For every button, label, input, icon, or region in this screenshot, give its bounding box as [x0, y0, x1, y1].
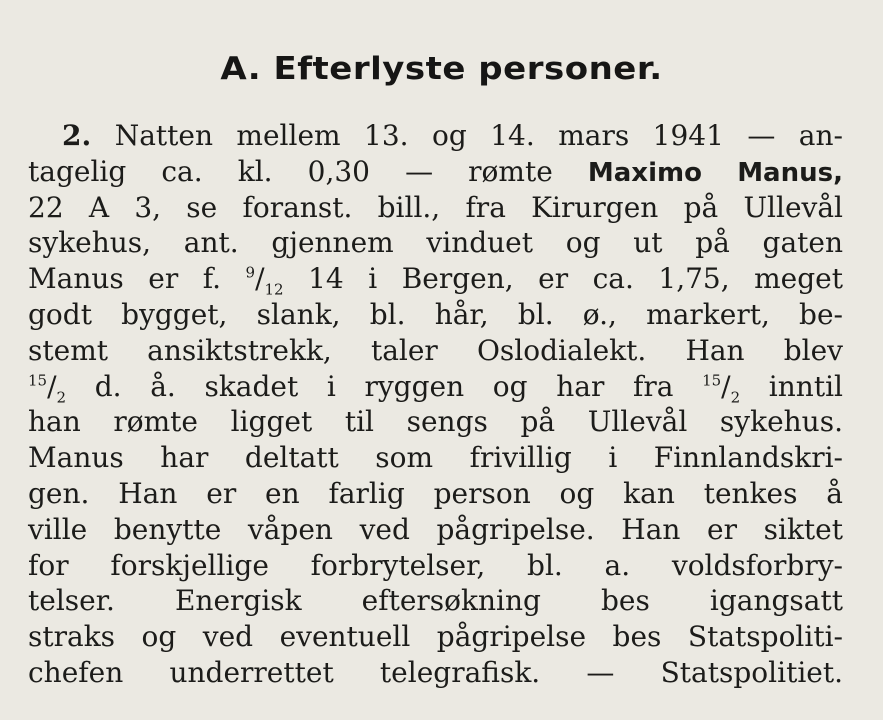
person-name: Maximo Manus, — [587, 157, 843, 188]
text-line-13: for forskjellige forbrytelser, bl. a. voldsforbry- — [28, 548, 843, 582]
text-line-14: telser. Energisk eftersøkning bes igangsatt — [28, 584, 843, 618]
entry-number: 2. — [62, 119, 92, 152]
notice-body — [28, 118, 843, 691]
text-line-8: $^{15}/_2$ d. å. skadet i ryggen og har fra $^{15}/_2$ inntil — [28, 369, 843, 407]
text-line-12: ville benytte våpen ved pågripelse. Han er siktet — [28, 512, 843, 546]
text-line-7: stemt ansiktstrekk, taler Oslodialekt. Han blev — [28, 333, 843, 367]
injury-date-fraction: $^{15}/_2$ — [28, 369, 67, 407]
text-line-4: sykehus, ant. gjennem vinduet og ut på gaten — [28, 226, 843, 260]
text-line-5: Manus er f. $^9/_{12}$ 14 i Bergen, er ca. 1,75, meget — [28, 262, 843, 299]
text-line-16: chefen underrettet telegrafisk. — Statspolitiet. — [28, 655, 843, 689]
birth-date-fraction: $^9/_{12}$ — [245, 262, 284, 299]
hospital-date-fraction: $^{15}/_2$ — [702, 369, 741, 407]
text-line-3: 22 A 3, se foranst. bill., fra Kirurgen på Ullevål — [28, 190, 843, 224]
text-line-2: tagelig ca. kl. 0,30 — rømte Maximo Manus, — [28, 154, 843, 188]
section-heading: A. Efterlyste personer. — [220, 50, 663, 88]
text-line-6: godt bygget, slank, bl. hår, bl. ø., markert, be- — [28, 297, 843, 331]
text-line-11: gen. Han er en farlig person og kan tenkes å — [28, 476, 843, 510]
text-line-10: Manus har deltatt som frivillig i Finnlandskri- — [28, 441, 843, 475]
text-line-15: straks og ved eventuell pågripelse bes Statspoliti- — [28, 620, 843, 654]
text-line-1: 2. Natten mellem 13. og 14. mars 1941 — an- — [62, 119, 843, 152]
text-line-9: han rømte ligget til sengs på Ullevål sykehus. — [28, 405, 843, 439]
